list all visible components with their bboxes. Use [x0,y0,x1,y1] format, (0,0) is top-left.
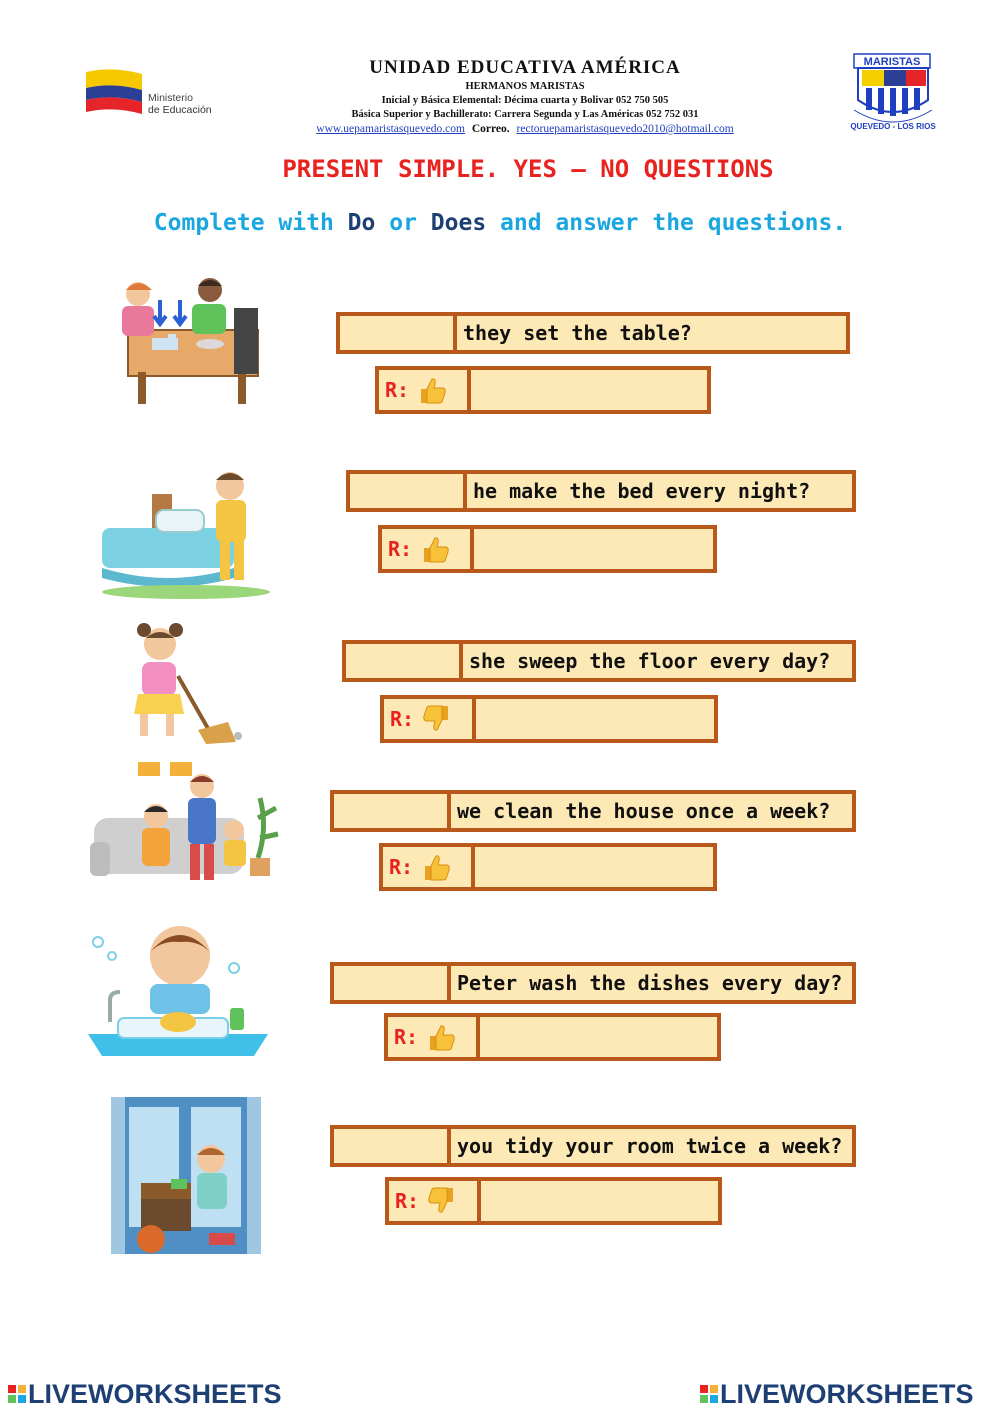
answer-label-4: R: [389,855,414,879]
do-does-input-3[interactable] [346,644,463,678]
picture-tidy-room [111,1097,261,1254]
school-name: UNIDAD EDUCATIVA AMÉRICA [369,57,681,78]
question-text-1: they set the table? [463,321,692,345]
document-header [0,0,1000,150]
do-does-input-5[interactable] [334,966,451,1000]
question-row-4 [330,790,856,832]
answer-row-1 [375,366,711,414]
picture-clean-house [90,758,280,894]
question-text-4: we clean the house once a week? [457,799,831,823]
answer-label-6: R: [395,1189,420,1213]
answer-label-2: R: [388,537,413,561]
answer-input-4[interactable] [475,847,713,887]
question-text-2: he make the bed every night? [473,479,811,503]
school-address-superior: Básica Superior y Bachillerato: Carrera Segunda y Las Américas 052 752 031 [351,109,699,120]
question-row-3 [342,640,856,682]
question-text-5: Peter wash the dishes every day? [457,971,843,995]
ministerio-line2: de Educación [148,104,212,116]
answer-label-3: R: [390,707,415,731]
school-address-inicial: Inicial y Básica Elemental: Décima cuarta y Bolivar 052 750 505 [381,95,669,106]
answer-row-6 [385,1177,722,1225]
liveworksheets-logo-right[interactable] [700,1378,974,1410]
ecuador-flag-icon [84,68,144,116]
thumbs-up-icon [421,852,451,882]
answer-input-6[interactable] [481,1181,718,1221]
instruction-does: Does [430,210,487,236]
thumbs-down-icon [422,704,452,734]
answer-input-3[interactable] [476,699,714,739]
website-link[interactable]: www.uepamaristasquevedo.com [316,123,465,135]
school-subtitle: HERMANOS MARISTAS [465,81,585,92]
maristas-logo [848,50,938,132]
school-info [250,56,800,137]
liveworksheets-brand-left: LIVEWORKSHEETS [28,1378,282,1409]
picture-wash-dishes [88,922,268,1062]
answer-label-1: R: [385,378,410,402]
answer-input-2[interactable] [474,529,713,569]
do-does-input-4[interactable] [334,794,451,828]
liveworksheets-brand-right: LIVEWORKSHEETS [720,1378,974,1409]
question-row-1 [336,312,850,354]
answer-row-3 [380,695,718,743]
answer-input-1[interactable] [471,370,707,410]
ministerio-logo [84,68,234,120]
worksheet-title: PRESENT SIMPLE. YES – NO QUESTIONS [282,155,774,183]
question-row-2 [346,470,856,512]
thumbs-up-icon [420,534,450,564]
thumbs-up-icon [417,375,447,405]
instruction-or: or [389,210,417,236]
picture-set-table [108,272,262,406]
worksheet-instruction [0,210,1000,236]
instruction-part1: Complete with [153,210,334,236]
answer-label-5: R: [394,1025,419,1049]
liveworksheets-icon [8,1385,26,1403]
do-does-input-1[interactable] [340,316,457,350]
ministerio-line1: Ministerio [148,92,193,104]
answer-row-5 [384,1013,721,1061]
picture-sweep-floor [118,618,250,748]
do-does-input-2[interactable] [350,474,467,508]
answer-input-5[interactable] [480,1017,717,1057]
maristas-bottom-text: QUEVEDO - LOS RIOS [850,122,936,131]
answer-row-2 [378,525,717,573]
liveworksheets-logo-left[interactable] [8,1378,282,1410]
school-contact [250,122,800,137]
thumbs-down-icon [427,1186,457,1216]
question-text-3: she sweep the floor every day? [469,649,831,673]
do-does-input-6[interactable] [334,1129,451,1163]
question-row-6 [330,1125,856,1167]
liveworksheets-icon [700,1385,718,1403]
picture-make-bed [96,468,274,600]
answer-row-4 [379,843,717,891]
maristas-shield-icon [848,50,938,132]
thumbs-up-icon [426,1022,456,1052]
email-link[interactable]: rectoruepamaristasquevedo2010@hotmail.com [516,123,734,135]
question-text-6: you tidy your room twice a week? [457,1134,843,1158]
maristas-top-text: MARISTAS [863,56,921,68]
correo-label: Correo. [471,123,510,135]
instruction-do: Do [347,210,376,236]
instruction-part2: and answer the questions. [500,210,847,236]
question-row-5 [330,962,856,1004]
